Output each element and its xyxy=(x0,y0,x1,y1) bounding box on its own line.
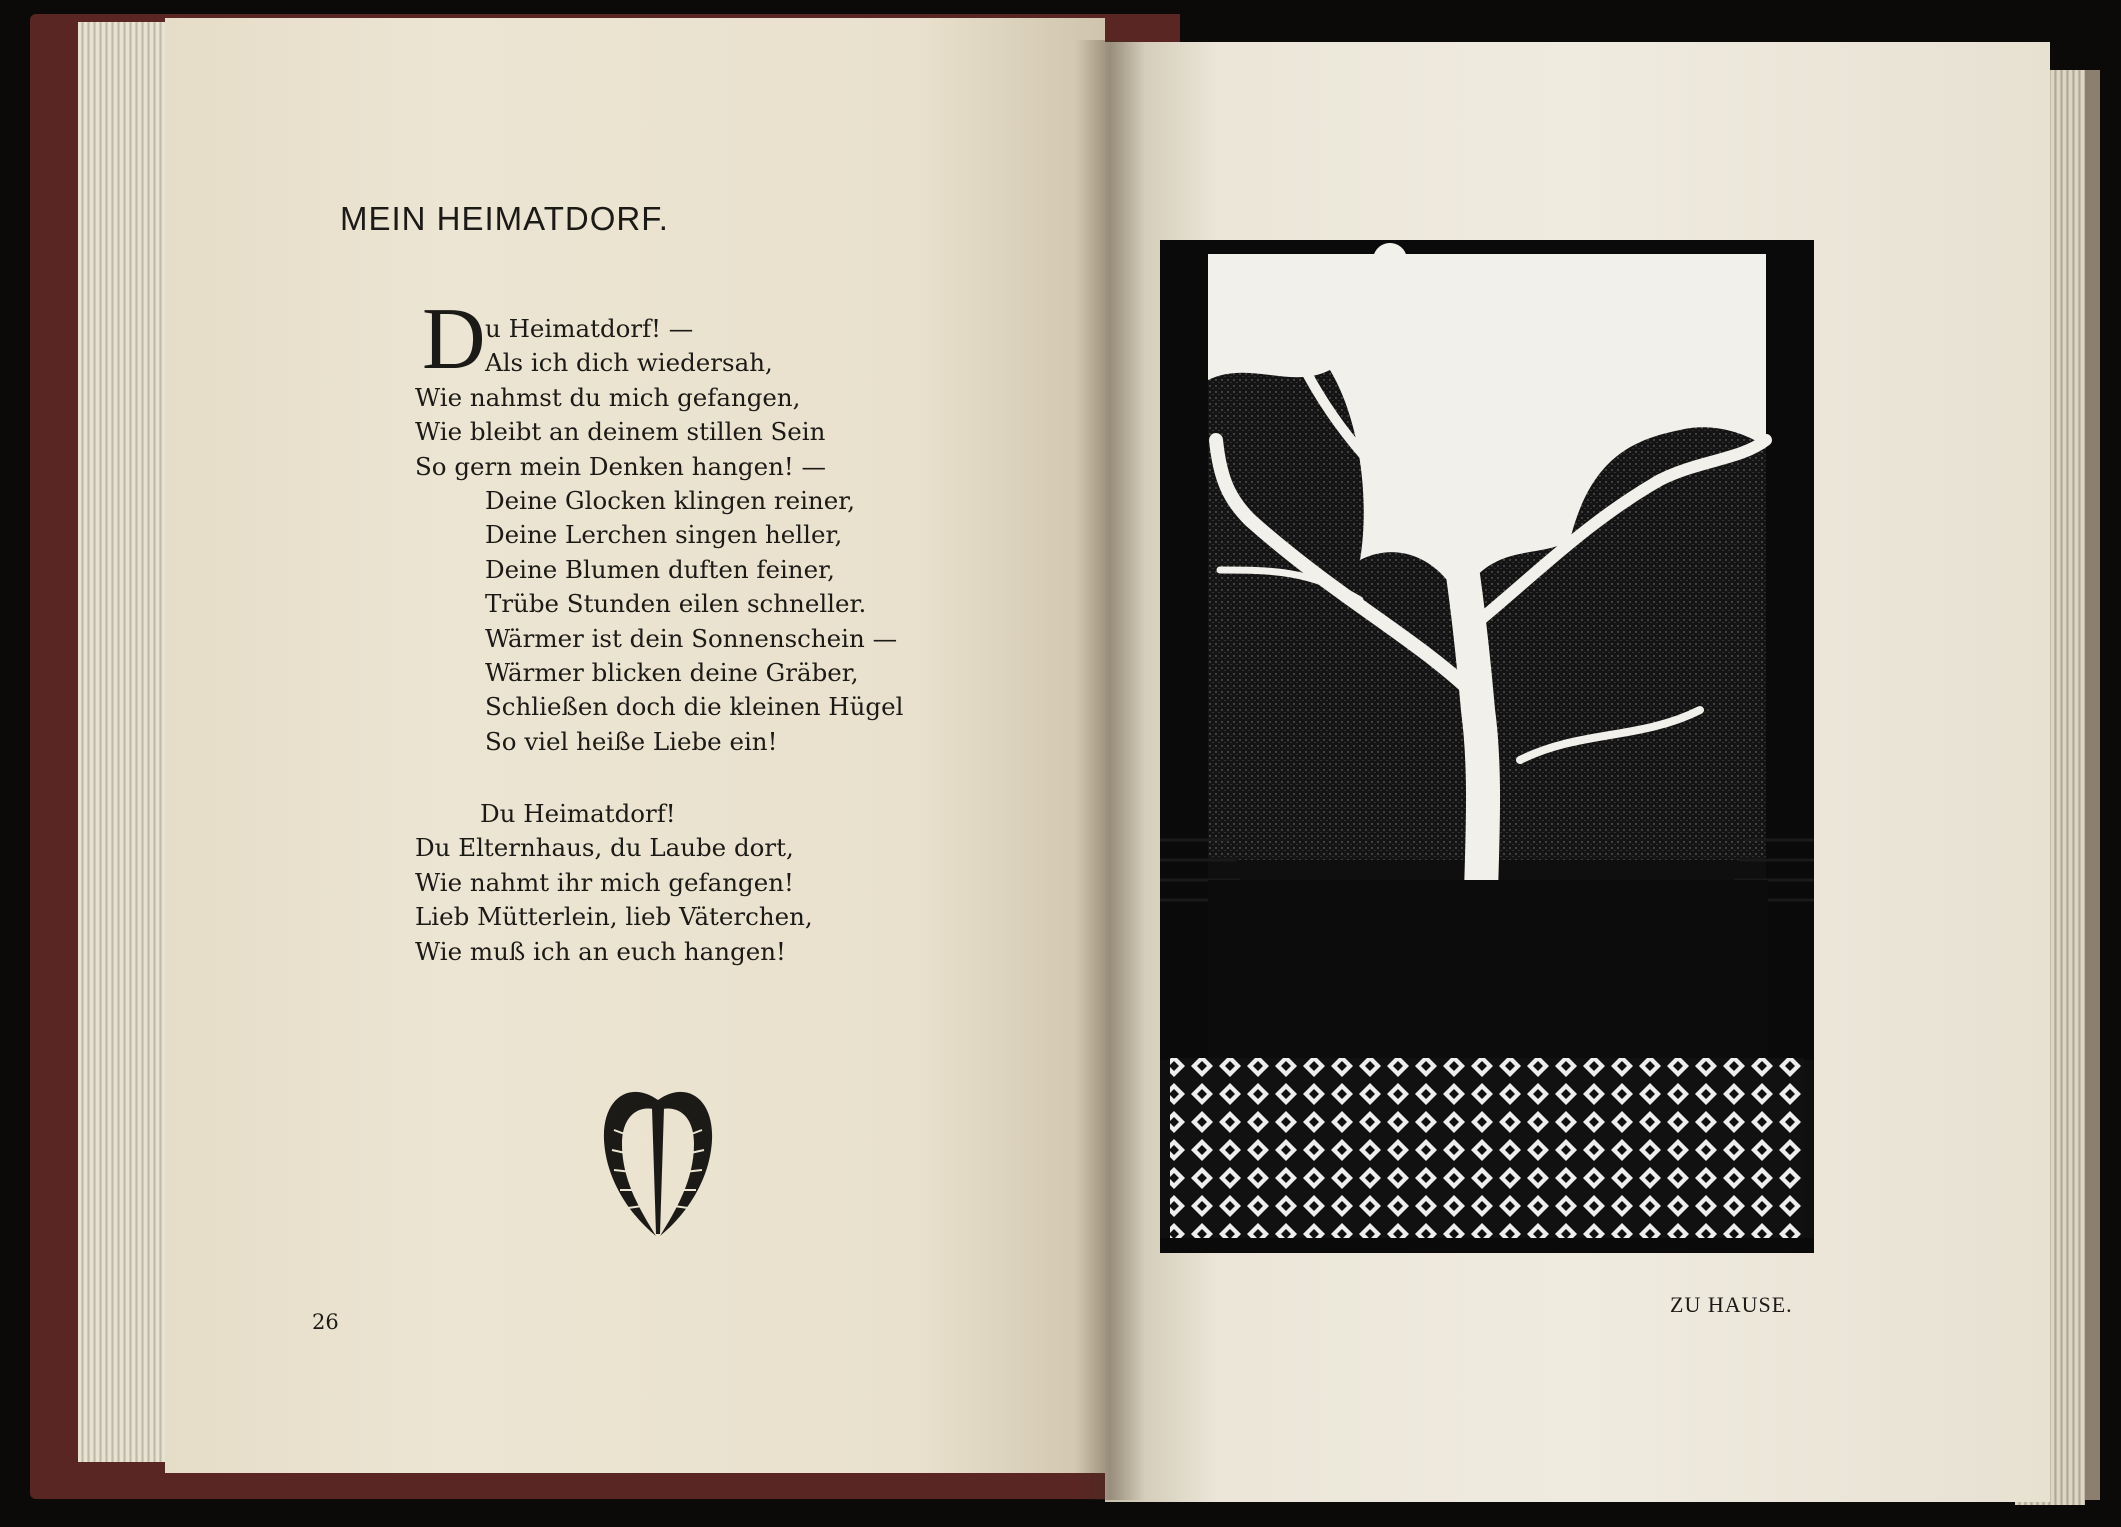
poem-line: Wärmer ist dein Sonnenschein — xyxy=(485,623,898,653)
poem-line: Wie bleibt an deinem stillen Sein xyxy=(415,417,826,447)
poem-line: So viel heiße Liebe ein! xyxy=(485,726,778,756)
poem-title: MEIN HEIMATDORF. xyxy=(340,200,669,237)
page-number: 26 xyxy=(312,1310,339,1334)
page-edges-left xyxy=(78,22,178,1462)
poem-line: Schließen doch die kleinen Hügel xyxy=(485,692,904,722)
poem-line: Wie muß ich an euch hangen! xyxy=(415,936,786,966)
poem-line: Du Heimatdorf! xyxy=(480,799,676,829)
poem-body xyxy=(415,312,1035,969)
poem-line: Wärmer blicken deine Gräber, xyxy=(485,657,859,687)
poem-line: Wie nahmst du mich gefangen, xyxy=(415,382,801,412)
poem-line: Wie nahmt ihr mich gefangen! xyxy=(415,867,794,897)
book-gutter xyxy=(1075,40,1145,1500)
poem-line: Deine Blumen duften feiner, xyxy=(485,554,835,584)
illustration-caption: ZU HAUSE. xyxy=(1670,1292,1793,1317)
poem-line: Deine Lerchen singen heller, xyxy=(485,520,843,550)
poem-line: So gern mein Denken hangen! — xyxy=(415,451,827,481)
poem-line: Du Elternhaus, du Laube dort, xyxy=(415,833,794,863)
tree-in-portico-illustration xyxy=(1160,240,1814,1253)
poem-line: Lieb Mütterlein, lieb Väterchen, xyxy=(415,902,813,932)
poem-line: Als ich dich wiedersah, xyxy=(485,348,773,378)
poem-line: Deine Glocken klingen reiner, xyxy=(485,485,856,515)
willow-leaf-ornament-icon xyxy=(600,1080,716,1238)
drop-cap: D xyxy=(422,291,486,388)
poem-line: u Heimatdorf! — xyxy=(485,314,694,343)
poem-line: Trübe Stunden eilen schneller. xyxy=(485,589,867,619)
